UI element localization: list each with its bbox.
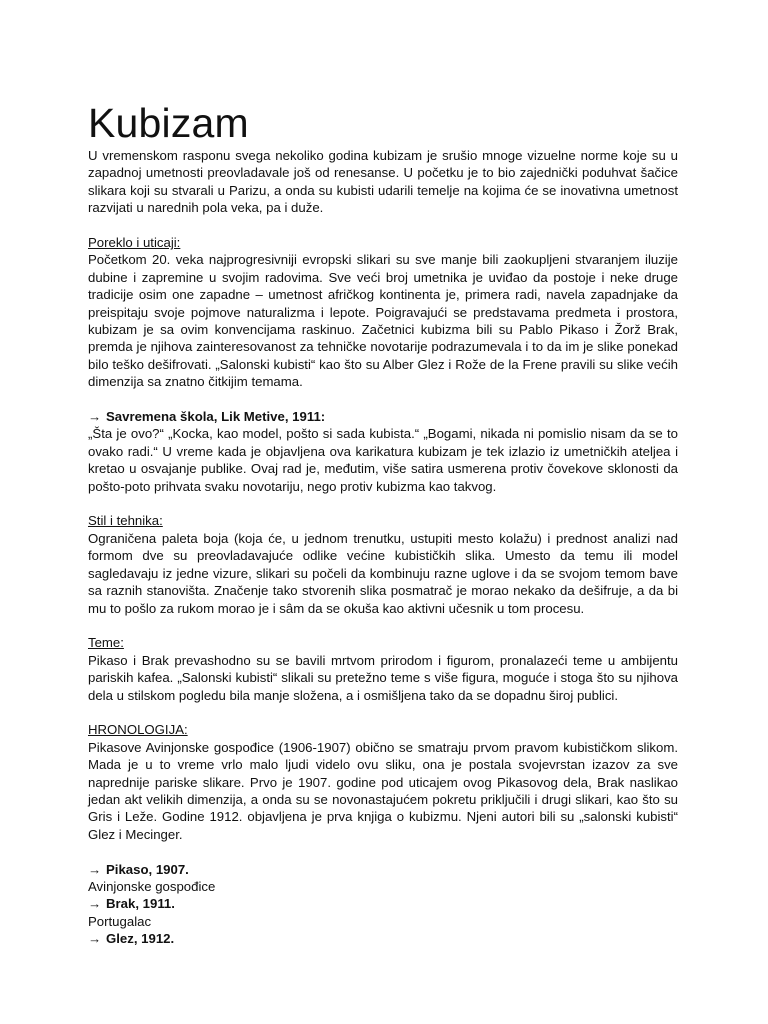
origin-paragraph: Početkom 20. veka najprogresivniji evropski slikari su sve manje bili zaokupljeni stvaranjem iluzije dubine i zapremine u svojim radovima. Sve veći broj umetnika je uviđao da postoje i neke druge tradicije osim one zapadne – umetnost afričkog kontinenta je, primera radi, navela zapadnjake da preispitaju svoje pojmove naturalizma i lepote. Poigravajući se predstavama predmeta i prostora, kubizam je sa ovim konvencijama raskinuo. Začetnici kubizma bili su Pablo Pikaso i Žorž Brak, premda je njihova zainteresovanost za tehničke novotarije podrazumevala i to da im je slike ponekad bilo teško dešifrovati. „Salonski kubisti“ kao što su Alber Glez i Rože de la Frene pravili su slike većih dimenzija sa znatno čitkijim temama.	[88, 252, 678, 390]
school-heading	[88, 408, 678, 425]
work-label: Glez, 1912.	[106, 931, 175, 947]
arrow-right-icon: →	[88, 896, 102, 912]
work-caption: Avinjonske gospođice	[88, 878, 216, 894]
work-caption: Portugalac	[88, 913, 152, 929]
school-heading-label: Savremena škola, Lik Metive, 1911:	[106, 409, 326, 425]
work-item	[88, 895, 678, 912]
spacer	[88, 617, 678, 634]
themes-paragraph: Pikaso i Brak prevashodno su se bavili mrtvom prirodom i figurom, pronalazeći teme u ambijentu pariskih kafea. „Salonski kubisti“ slikali su pretežno teme s više figura, moguće i stoga što su njihova dela u stilskom pogledu bila manje složena, a i osmišljena tako da se dopadnu široj publici.	[88, 652, 678, 703]
origin-heading: Poreklo i uticaji:	[88, 235, 181, 251]
style-paragraph: Ograničena paleta boja (koja će, u jednom trenutku, ustupiti mesto kolažu) i prednost analizi nad formom dve su preovladavajuće odlike većine kubističkih slika. Umesto da temu ili model sagledavaju iz jedne vizure, slikari su počeli da kombinuju razne uglove i da se svojom temom bave sa raznih stanovišta. Značenje tako stvorenih slika posmatrač je morao nekako da dešifruje, a da bi mu to pošlo za rukom morao je i sâm da se okuša kao aktivni učesnik u tom procesu.	[88, 530, 678, 616]
work-label: Brak, 1911.	[106, 896, 175, 912]
school-paragraph: „Šta je ovo?“ „Kocka, kao model, pošto si sada kubista.“ „Bogami, nikada ni pomislio nisam da se to ovako radi.“ U vreme kada je objavljena ova karikatura kubizam je tek izlazio iz umetničkih ateljea i kretao u osvajanje publike. Ovaj rad je, međutim, više satira usmerena protiv čovekove sklonosti da pošto-poto prihvata svaku novotariju, nego protiv kubizma kao takvog.	[88, 426, 678, 494]
chronology-heading: HRONOLOGIJA:	[88, 722, 188, 738]
arrow-right-icon: →	[88, 409, 102, 425]
spacer	[88, 704, 678, 721]
document-title: Kubizam	[88, 100, 249, 146]
spacer	[88, 495, 678, 512]
document-page	[88, 98, 678, 948]
themes-heading: Teme:	[88, 635, 124, 651]
chronology-paragraph: Pikasove Avinjonske gospođice (1906-1907) obično se smatraju prvom pravom kubističkom slikom. Mada je u to vreme vrlo malo ljudi videlo ovu sliku, ona je postala svojevrstan izazov za sve naprednije pariske slikare. Prvo je 1907. godine pod uticajem ovog Pikasovog dela, Brak naslikao jedan akt velikih dimenzija, a onda su se novonastajućem pokretu priključili i drugi slikari, kao što su Gris i Leže. Godine 1912. objavljena je prva knjiga o kubizmu. Njeni autori bili su „salonski kubisti“ Glez i Mecinger.	[88, 739, 678, 842]
intro-paragraph: U vremenskom rasponu svega nekoliko godina kubizam je srušio mnoge vizuelne norme koje su u zapadnoj umetnosti preovladavale još od renesanse. U početku je to bio zajednički poduhvat šačice slikara koji su stvarali u Parizu, a onda su kubisti udarili temelje na kojima će se inovativna umetnost razvijati u narednih pola veka, pa i duže.	[88, 148, 678, 216]
work-label: Pikaso, 1907.	[106, 861, 189, 877]
spacer	[88, 391, 678, 408]
arrow-right-icon: →	[88, 861, 102, 877]
work-item	[88, 861, 678, 878]
style-heading: Stil i tehnika:	[88, 513, 163, 529]
arrow-right-icon: →	[88, 931, 102, 947]
work-item	[88, 930, 678, 947]
spacer	[88, 843, 678, 860]
spacer	[88, 217, 678, 234]
